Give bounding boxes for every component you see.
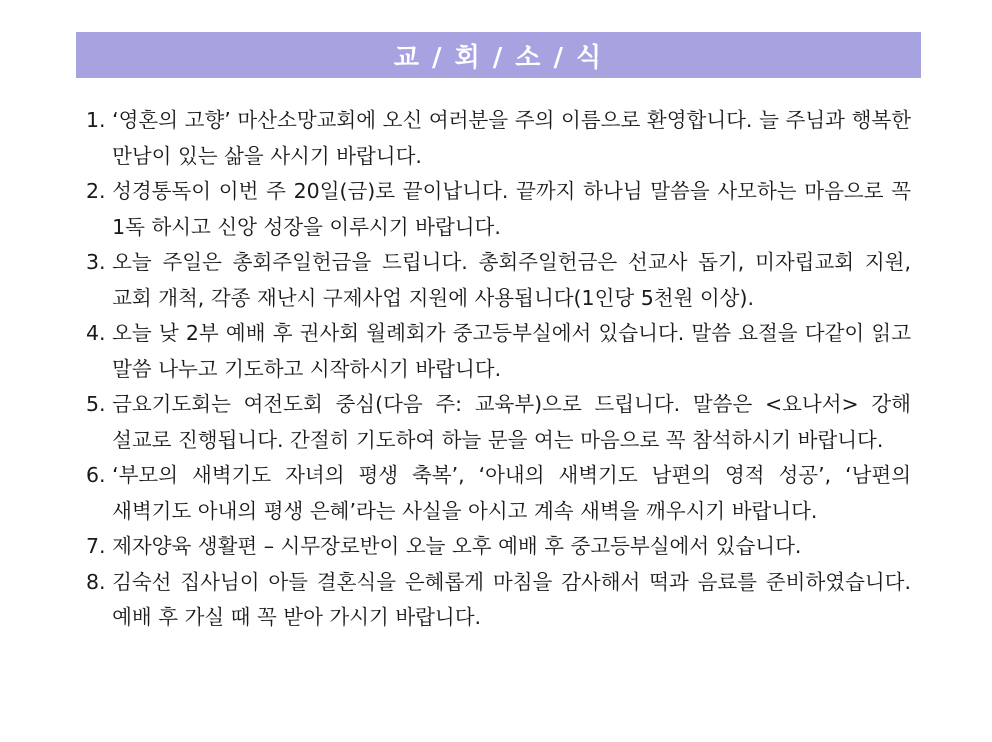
page-title: 교 / 회 / 소 / 식: [393, 42, 604, 73]
header-banner: [76, 32, 921, 78]
notice-text: 오늘 낮 2부 예배 후 권사회 월례회가 중고등부실에서 있습니다. 말씀 요절을 다같이 읽고 말씀 나누고 기도하고 시작하시기 바랍니다.: [112, 321, 911, 381]
notice-number: 3.: [86, 250, 113, 274]
notice-list: [86, 103, 911, 636]
notice-item: [86, 458, 911, 529]
notice-text: 오늘 주일은 총회주일헌금을 드립니다. 총회주일헌금은 선교사 돕기, 미자립교회 지원, 교회 개척, 각종 재난시 구제사업 지원에 사용됩니다(1인당 5천원 이상).: [112, 250, 911, 310]
notice-number: 4.: [86, 321, 113, 345]
notice-text: 금요기도회는 여전도회 중심(다음 주: 교육부)으로 드립니다. 말씀은 <요나서> 강해 설교로 진행됩니다. 간절히 기도하여 하늘 문을 여는 마음으로 꼭 참석하시기 바랍니다.: [112, 392, 911, 452]
notice-number: 7.: [86, 534, 113, 558]
notice-item: [86, 565, 911, 636]
notice-number: 6.: [86, 463, 113, 487]
notice-item: [86, 387, 911, 458]
notice-text: 제자양육 생활편 – 시무장로반이 오늘 오후 예배 후 중고등부실에서 있습니다.: [112, 534, 802, 558]
notice-item: [86, 529, 911, 565]
notice-item: [86, 316, 911, 387]
notice-number: 2.: [86, 179, 113, 203]
notice-number: 1.: [86, 108, 113, 132]
notice-text: 성경통독이 이번 주 20일(금)로 끝이납니다. 끝까지 하나님 말씀을 사모하는 마음으로 꼭 1독 하시고 신앙 성장을 이루시기 바랍니다.: [112, 179, 911, 239]
notice-number: 8.: [86, 569, 113, 594]
notice-number: 5.: [86, 392, 113, 416]
notice-text: ‘부모의 새벽기도 자녀의 평생 축복’, ‘아내의 새벽기도 남편의 영적 성공’, ‘남편의 새벽기도 아내의 평생 은혜’라는 사실을 아시고 계속 새벽을 깨우시기 바랍니다.: [112, 463, 911, 523]
notice-text: ‘영혼의 고향’ 마산소망교회에 오신 여러분을 주의 이름으로 환영합니다. 늘 주님과 행복한 만남이 있는 삶을 사시기 바랍니다.: [112, 108, 911, 168]
notice-item: [86, 103, 911, 174]
notice-text: 김숙선 집사님이 아들 결혼식을 은혜롭게 마침을 감사해서 떡과 음료를 준비하였습니다. 예배 후 가실 때 꼭 받아 가시기 바랍니다.: [112, 569, 911, 629]
notice-item: [86, 245, 911, 316]
notice-item: [86, 174, 911, 245]
